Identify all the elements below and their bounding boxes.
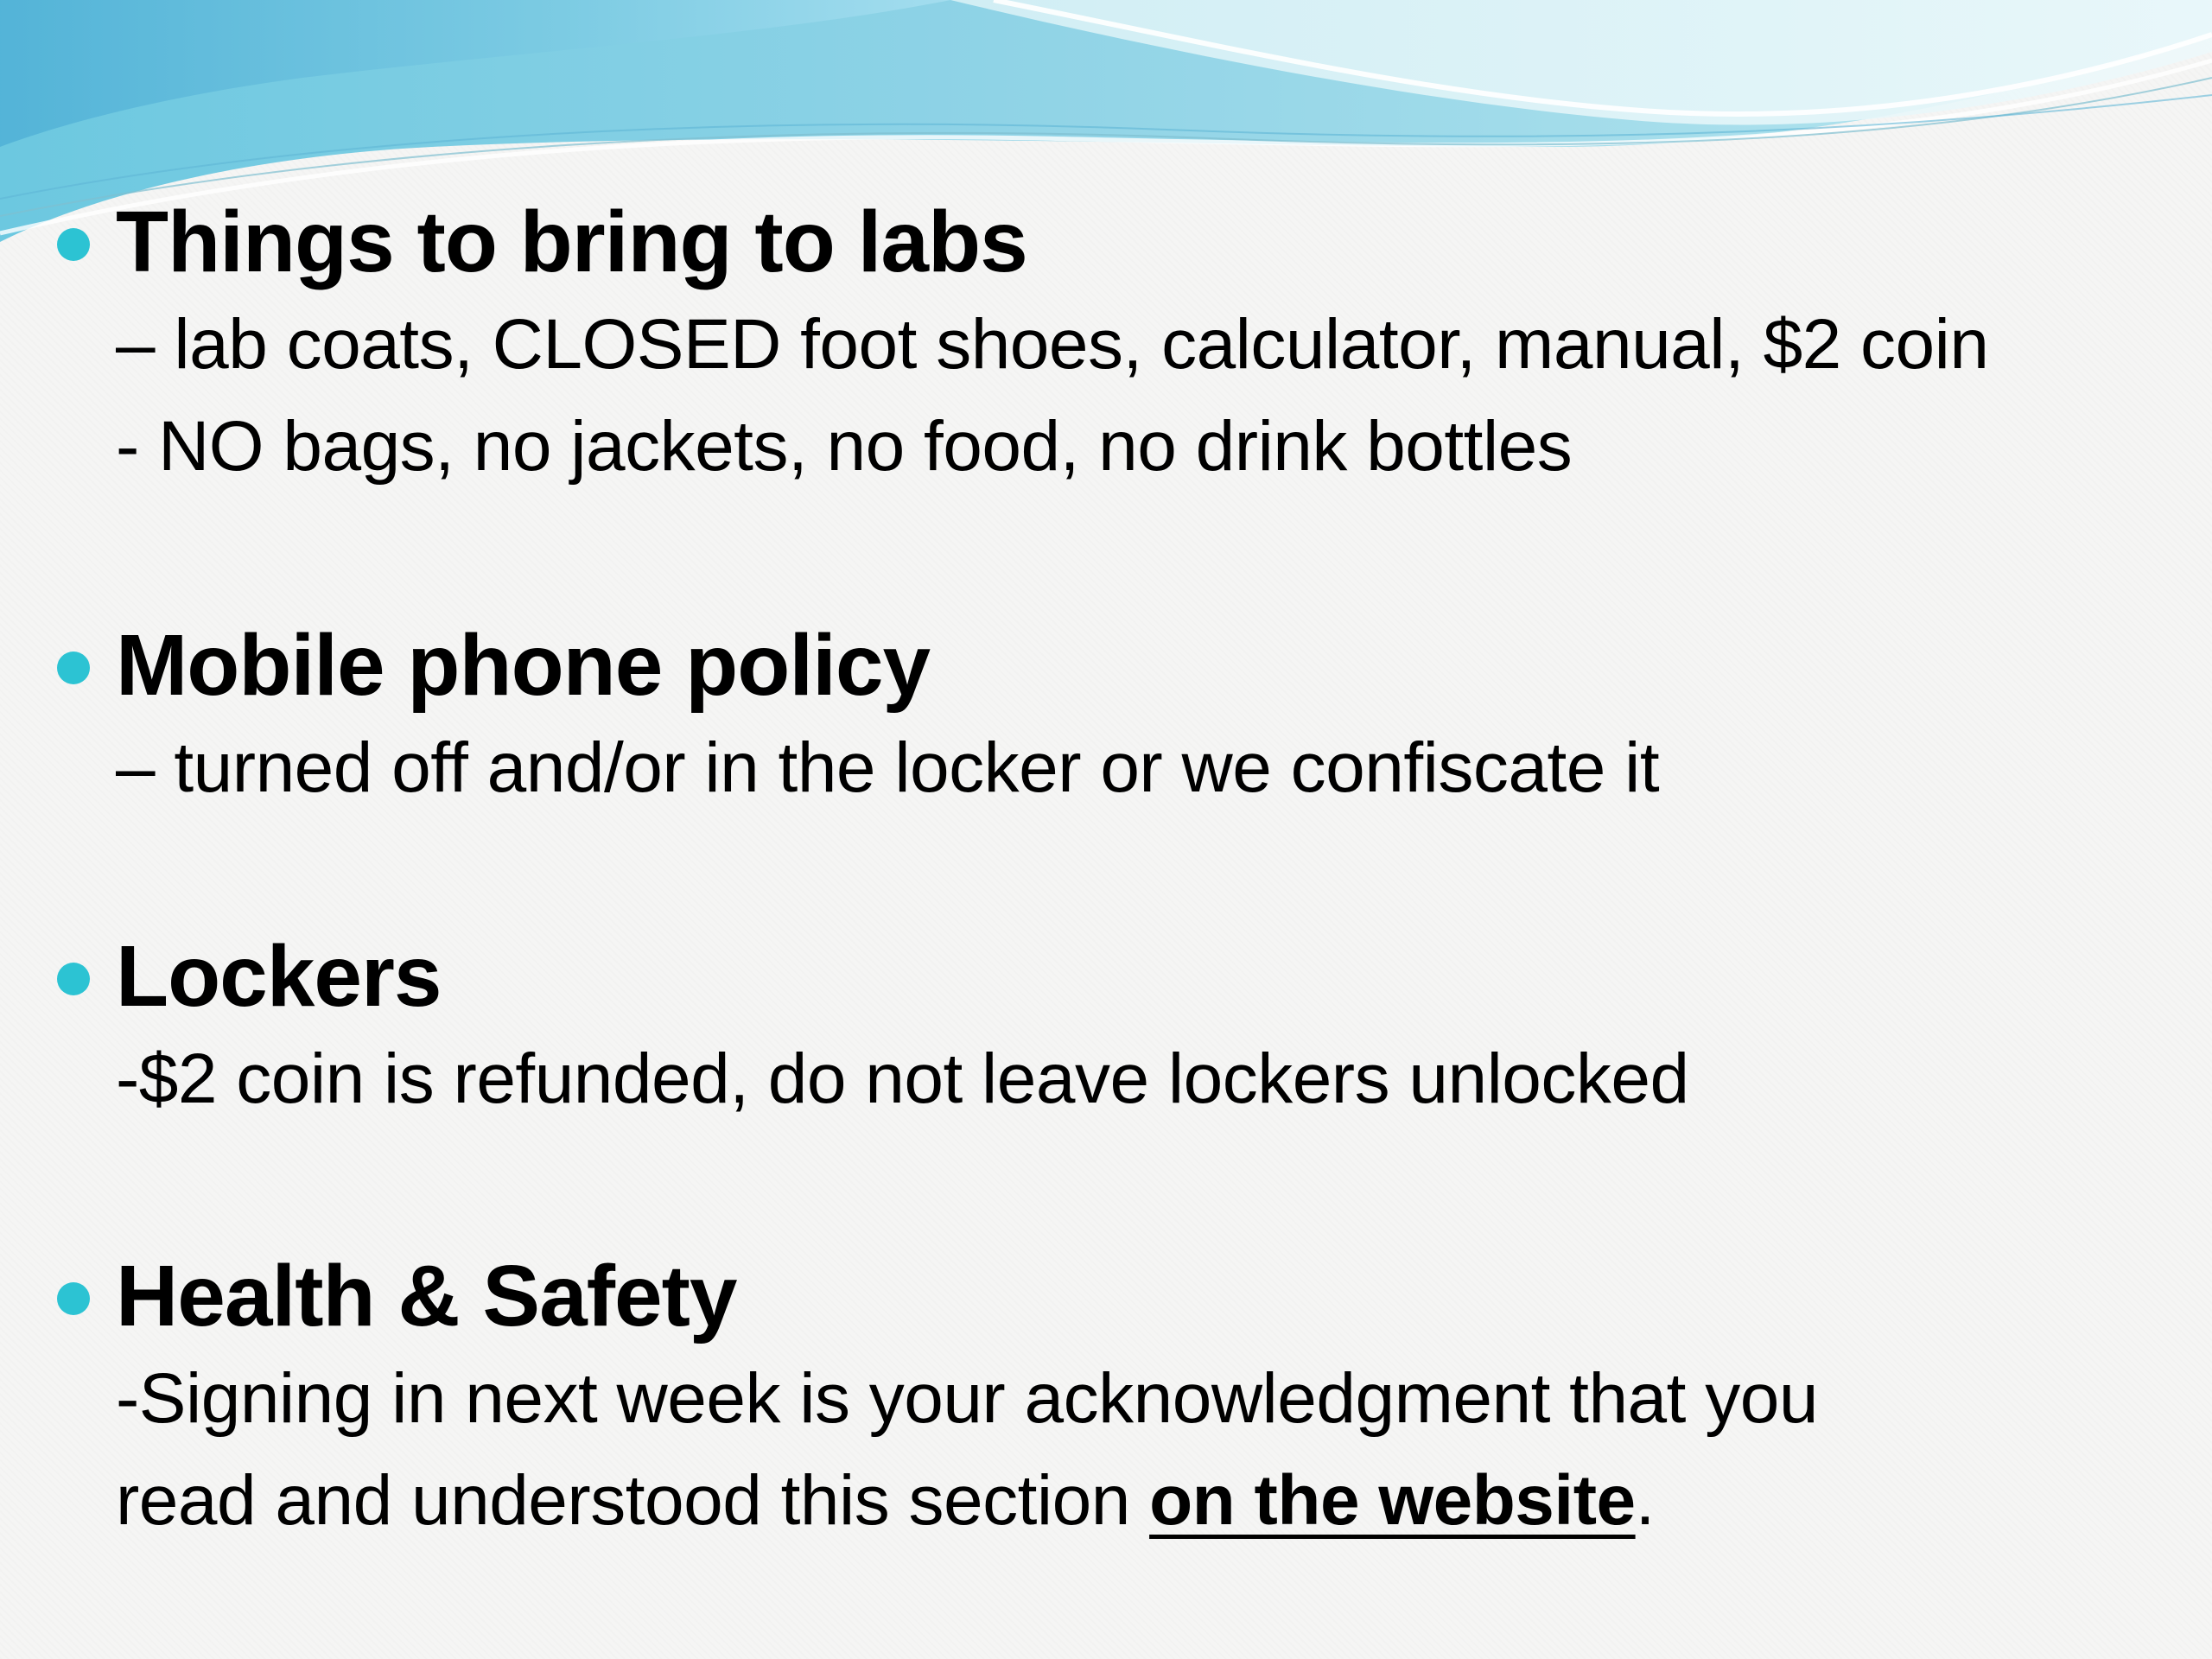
website-link[interactable]: on the website [1149, 1461, 1636, 1540]
section-health-and-safety [52, 1244, 2177, 1552]
section-heading: Mobile phone policy [116, 617, 931, 714]
section-line: - NO bags, no jackets, no food, no drink bottles [116, 407, 1573, 486]
section-line: -$2 coin is refunded, do not leave lockers unlocked [116, 1039, 1689, 1118]
section-line-with-link [116, 1450, 2177, 1552]
line-punctuation: . [1635, 1461, 1655, 1540]
bullet-dot-icon [57, 652, 90, 684]
section-things-to-bring [52, 190, 2177, 498]
section-heading: Lockers [116, 928, 442, 1025]
section-heading: Things to bring to labs [116, 194, 1027, 290]
section-line: – turned off and/or in the locker or we confiscate it [116, 728, 1660, 807]
bullet-dot-icon [57, 1282, 90, 1315]
line-text: read and understood this section [116, 1461, 1150, 1540]
section-line: -Signing in next week is your acknowledgment that you [116, 1359, 1818, 1438]
section-mobile-phone-policy [52, 613, 2177, 819]
bullet-dot-icon [57, 963, 90, 995]
section-line: – lab coats, CLOSED foot shoes, calculator, manual, $2 coin [116, 305, 1989, 384]
section-lockers [52, 925, 2177, 1130]
section-heading: Health & Safety [116, 1248, 737, 1344]
bullet-dot-icon [57, 228, 90, 261]
